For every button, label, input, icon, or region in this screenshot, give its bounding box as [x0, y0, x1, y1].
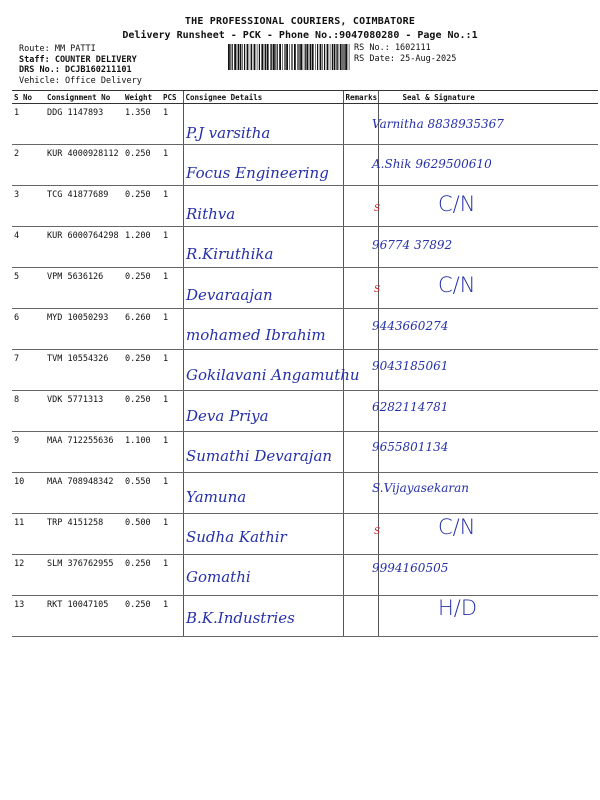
- row-pcs: 1: [161, 350, 183, 391]
- row-signature: [378, 268, 598, 309]
- consignee-handwritten: mohamed Ibrahim: [186, 326, 326, 344]
- signature-handwritten: 9043185061: [372, 359, 449, 374]
- row-sno: 9: [12, 432, 45, 473]
- remark-mark: S: [374, 203, 381, 214]
- consignee-handwritten: Rithva: [186, 204, 236, 223]
- row-sno: 10: [12, 473, 45, 514]
- row-consignment: DDG 1147893: [45, 104, 123, 145]
- row-pcs: 1: [161, 309, 183, 350]
- route-info: [19, 44, 142, 86]
- row-pcs: 1: [161, 186, 183, 227]
- row-pcs: 1: [161, 555, 183, 596]
- row-pcs: 1: [161, 268, 183, 309]
- table-row: [12, 268, 598, 309]
- company-title: THE PROFESSIONAL COURIERS, COIMBATORE: [184, 16, 416, 27]
- table-row: [12, 104, 598, 145]
- row-weight: 0.550: [123, 473, 161, 514]
- row-weight: 0.250: [123, 145, 161, 186]
- row-weight: 0.250: [123, 268, 161, 309]
- row-sno: 1: [12, 104, 45, 145]
- row-weight: 6.260: [123, 309, 161, 350]
- rs-info: [354, 43, 456, 65]
- remark-mark: S: [374, 284, 381, 295]
- table-row: [12, 473, 598, 514]
- signature-handwritten: H/D: [438, 595, 478, 620]
- row-sno: 2: [12, 145, 45, 186]
- table-row: [12, 514, 598, 555]
- row-remarks: [343, 514, 381, 555]
- col-sno: S No: [12, 91, 45, 104]
- consignee-handwritten: Deva Priya: [186, 406, 269, 425]
- row-consignment: TRP 4151258: [45, 514, 123, 555]
- row-consignment: RKT 10047105: [45, 596, 123, 637]
- row-sno: 6: [12, 309, 45, 350]
- consignee-handwritten: Yamuna: [186, 487, 247, 506]
- signature-handwritten: A.Shik 9629500610: [372, 157, 492, 172]
- row-pcs: 1: [161, 473, 183, 514]
- row-sno: 7: [12, 350, 45, 391]
- row-weight: 0.250: [123, 186, 161, 227]
- row-consignment: MYD 10050293: [45, 309, 123, 350]
- table-row: [12, 596, 598, 637]
- row-consignment: SLM 376762955: [45, 555, 123, 596]
- row-consignment: KUR 6000764298: [45, 227, 123, 268]
- table-header: [12, 91, 598, 104]
- row-sno: 12: [12, 555, 45, 596]
- row-weight: 0.250: [123, 350, 161, 391]
- row-remarks: [343, 268, 381, 309]
- col-weight: Weight: [123, 91, 161, 104]
- row-pcs: 1: [161, 432, 183, 473]
- col-remarks: Remarks: [343, 91, 378, 104]
- table-row: [12, 391, 598, 432]
- row-consignment: TVM 10554326: [45, 350, 123, 391]
- col-pcs: PCS: [161, 91, 183, 104]
- row-weight: 0.500: [123, 514, 161, 555]
- consignee-handwritten: B.K.Industries: [186, 608, 295, 627]
- consignee-handwritten: P.J varsitha: [186, 124, 271, 142]
- table-row: [12, 227, 598, 268]
- signature-handwritten: 6282114781: [372, 399, 449, 414]
- row-weight: 0.250: [123, 596, 161, 637]
- consignee-handwritten: Gokilavani Angamuthu: [186, 366, 360, 385]
- row-consignment: VDK 5771313: [45, 391, 123, 432]
- row-signature: [378, 514, 598, 555]
- row-weight: 1.100: [123, 432, 161, 473]
- row-remarks: [343, 186, 381, 227]
- signature-handwritten: Varnitha 8838935367: [372, 117, 504, 131]
- row-pcs: 1: [161, 391, 183, 432]
- row-sno: 5: [12, 268, 45, 309]
- drs-number: DRS No.: DCJB160211101: [19, 65, 132, 75]
- row-sno: 13: [12, 596, 45, 637]
- row-weight: 1.350: [123, 104, 161, 145]
- consignee-handwritten: Sumathi Devarajan: [186, 447, 333, 466]
- rs-number: RS No.: 1602111: [354, 43, 431, 53]
- row-sno: 3: [12, 186, 45, 227]
- signature-handwritten: C/N: [438, 515, 476, 539]
- row-sno: 4: [12, 227, 45, 268]
- signature-handwritten: C/N: [438, 191, 476, 216]
- row-pcs: 1: [161, 104, 183, 145]
- row-sno: 8: [12, 391, 45, 432]
- row-weight: 1.200: [123, 227, 161, 268]
- remark-mark: S: [374, 527, 381, 537]
- row-consignment: KUR 4000928112: [45, 145, 123, 186]
- consignee-handwritten: Gomathi: [186, 568, 251, 587]
- barcode: [228, 44, 350, 70]
- consignee-handwritten: Devaraajan: [186, 285, 273, 304]
- row-signature: [378, 186, 598, 227]
- table-row: [12, 186, 598, 227]
- rs-date: RS Date: 25-Aug-2025: [354, 54, 457, 64]
- row-weight: 0.250: [123, 555, 161, 596]
- row-consignment: MAA 712255636: [45, 432, 123, 473]
- table-row: [12, 555, 598, 596]
- signature-handwritten: 9994160505: [372, 561, 449, 576]
- row-signature: [378, 596, 598, 637]
- row-pcs: 1: [161, 596, 183, 637]
- signature-handwritten: 9443660274: [372, 319, 449, 333]
- row-consignment: MAA 708948342: [45, 473, 123, 514]
- consignee-handwritten: Focus Engineering: [186, 164, 329, 183]
- signature-handwritten: 96774 37892: [372, 238, 453, 253]
- row-pcs: 1: [161, 145, 183, 186]
- route-label: Route: MM PATTI: [19, 44, 96, 54]
- col-consignment: Consignment No: [45, 91, 123, 104]
- row-remarks: [343, 596, 378, 637]
- row-sno: 11: [12, 514, 45, 555]
- row-weight: 0.250: [123, 391, 161, 432]
- vehicle-label: Vehicle: Office Delivery: [19, 75, 142, 86]
- row-pcs: 1: [161, 514, 183, 555]
- row-consignment: TCG 41877689: [45, 186, 123, 227]
- runsheet-subtitle: Delivery Runsheet - PCK - Phone No.:9047080280 - Page No.:1: [122, 30, 478, 41]
- signature-handwritten: S.Vijayasekaran: [372, 480, 470, 495]
- col-signature: Seal & Signature: [378, 91, 598, 104]
- row-consignment: VPM 5636126: [45, 268, 123, 309]
- signature-handwritten: 9655801134: [372, 440, 449, 455]
- staff-label: Staff: COUNTER DELIVERY: [19, 54, 137, 65]
- consignee-handwritten: Sudha Kathir: [186, 528, 287, 546]
- consignee-handwritten: R.Kiruthika: [186, 245, 274, 264]
- signature-handwritten: C/N: [438, 272, 476, 297]
- row-pcs: 1: [161, 227, 183, 268]
- col-consignee: Consignee Details: [183, 91, 343, 104]
